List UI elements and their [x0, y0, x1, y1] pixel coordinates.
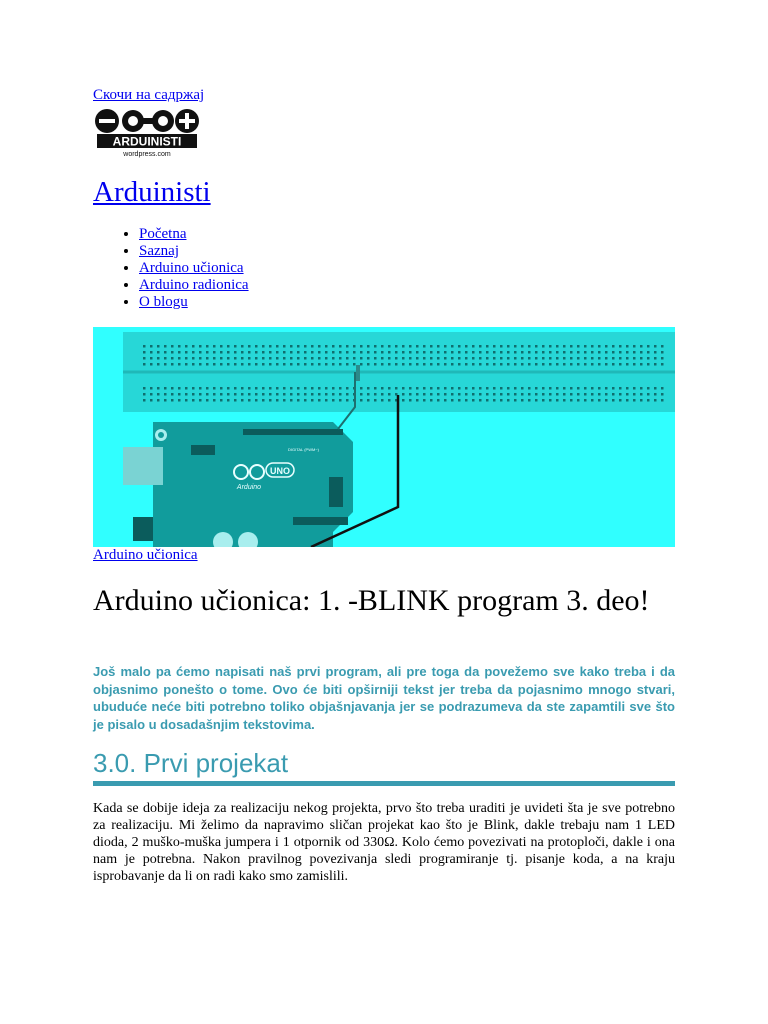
- arduinisti-logo[interactable]: [93, 106, 201, 158]
- section-heading: 3.0. Prvi projekat: [93, 748, 675, 786]
- nav-link-pocetna[interactable]: Početna: [139, 226, 187, 242]
- nav-item-pocetna: [139, 226, 249, 243]
- site-title-link[interactable]: Arduinisti: [93, 176, 211, 208]
- nav-link-ucionica[interactable]: Arduino učionica: [139, 260, 244, 276]
- post-category-link[interactable]: Arduino učionica: [93, 547, 198, 563]
- board-digital-label: DIGITAL (PWM~): [288, 447, 319, 452]
- nav-link-radionica[interactable]: Arduino radionica: [139, 277, 249, 293]
- post-body: Kada se dobije ideja za realizaciju nekog projekta, prvo što treba uraditi je uvideti šta je sve potrebno za realizaciju. Mi želimo da napravimo sličan projekat kao što je Blink, dakle trebaju nam 1 LED dioda, 2 muško-muška jumpera i 1 otpornik od 330Ω. Kolo ćemo povezivati na protoploči, dakle i ona nam je potrebna. Nakon pravilnog povezivanja sledi programiranje tj. pisanje koda, a na kraju isprobavanje da li on radi kako smo zamislili.: [93, 801, 675, 884]
- nav-link-saznaj[interactable]: Saznaj: [139, 243, 179, 259]
- nav-item-o-blogu: [139, 294, 249, 311]
- post-title: Arduino učionica: 1. -BLINK program 3. deo!: [93, 584, 650, 617]
- logo-subtext: wordpress.com: [123, 151, 171, 158]
- hero-image: [93, 327, 675, 547]
- site-title: [93, 176, 211, 209]
- main-nav: [93, 226, 249, 311]
- board-uno-label: UNO: [270, 466, 290, 476]
- skip-to-content-link[interactable]: Скочи на садржај: [93, 87, 205, 103]
- nav-link-o-blogu[interactable]: O blogu: [139, 294, 188, 310]
- nav-item-ucionica: [139, 260, 249, 277]
- nav-item-saznaj: [139, 243, 249, 260]
- post-intro: Još malo pa ćemo napisati naš prvi program, ali pre toga da povežemo sve kako treba i da objasnimo ponešto o tome. Ovo će biti opširniji tekst jer treba da pojasnimo mnogo stvari, ubuduće neće biti potrebno toliko objašnjavanja jer se podrazumeva da ste zapamtili sve što je pisalo u dosadašnjim tekstovima.: [93, 664, 675, 732]
- nav-item-radionica: [139, 277, 249, 294]
- board-arduino-label: Arduino: [236, 484, 262, 491]
- logo-text: ARDUINISTI: [112, 134, 182, 149]
